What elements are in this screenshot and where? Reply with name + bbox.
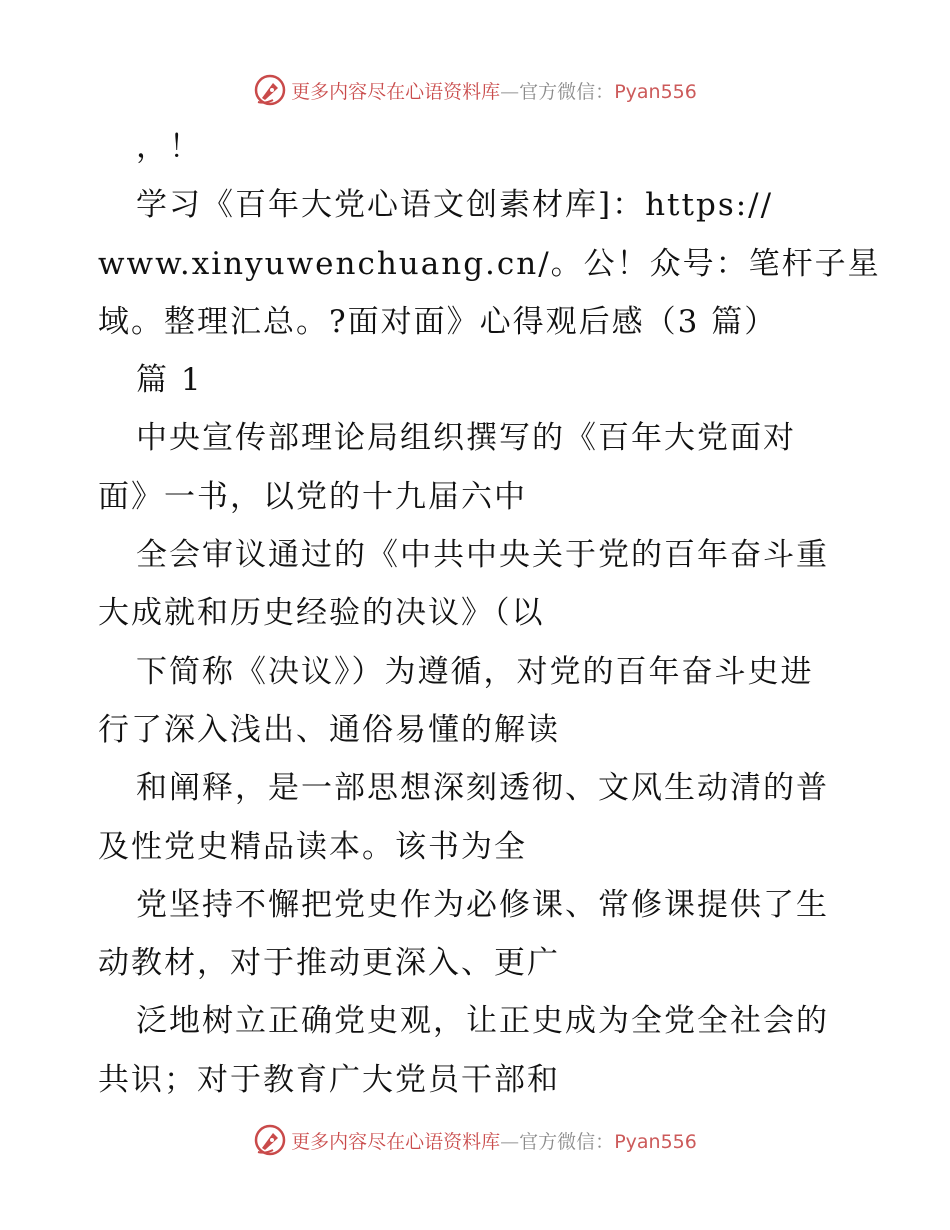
text-line: ，！	[136, 129, 202, 165]
text-line: 和阐释，是一部思想深刻透彻、文风生动清的普	[136, 770, 829, 807]
text-line: 行了深入浅出、通俗易懂的解读	[98, 711, 560, 748]
document-body	[98, 118, 881, 1109]
watermark-wechat-label: 官方微信：	[519, 80, 615, 103]
watermark-account: Pyan556	[614, 80, 697, 103]
text-line: 泛地树立正确党史观，让正史成为全党全社会的	[136, 1003, 829, 1040]
watermark-account: Pyan556	[614, 1130, 697, 1153]
text-line: 动教材，对于推动更深入、更广	[98, 945, 560, 982]
watermark-wechat-label: 官方微信：	[519, 1130, 615, 1153]
section-heading: 篇 1	[136, 362, 203, 399]
watermark-site: 更多内容尽在心语资料库	[291, 80, 501, 103]
text-line: 面》一书，以党的十九届六中	[98, 478, 527, 515]
pen-nib-logo-icon	[253, 1123, 287, 1157]
footer-watermark	[0, 1120, 950, 1160]
watermark-text	[291, 1127, 697, 1154]
text-line: 大成就和历史经验的决议》（以	[98, 595, 545, 632]
text-line: 域。整理汇总。?面对面》心得观后感（3 篇）	[98, 303, 778, 340]
text-line: 下简称《决议》）为遵循，对党的百年奋斗史进	[136, 653, 814, 690]
watermark-dash: —	[500, 1130, 520, 1153]
watermark-site: 更多内容尽在心语资料库	[291, 1130, 501, 1153]
text-line: 共识；对于教育广大党员干部和	[98, 1061, 560, 1098]
watermark-text	[291, 77, 697, 104]
text-line: 学习《百年大党心语文创素材库]：https://	[136, 187, 774, 224]
pen-nib-logo-icon	[253, 73, 287, 107]
text-line: 全会审议通过的《中共中央关于党的百年奋斗重	[136, 537, 829, 574]
text-line: www.xinyuwenchuang.cn/。公！众号：笔杆子星	[98, 245, 881, 282]
text-line: 及性党史精品读本。该书为全	[98, 828, 527, 865]
header-watermark	[0, 70, 950, 110]
watermark-dash: —	[500, 80, 520, 103]
text-line: 中央宣传部理论局组织撰写的《百年大党面对	[136, 420, 796, 457]
text-line: 党坚持不懈把党史作为必修课、常修课提供了生	[136, 886, 829, 923]
